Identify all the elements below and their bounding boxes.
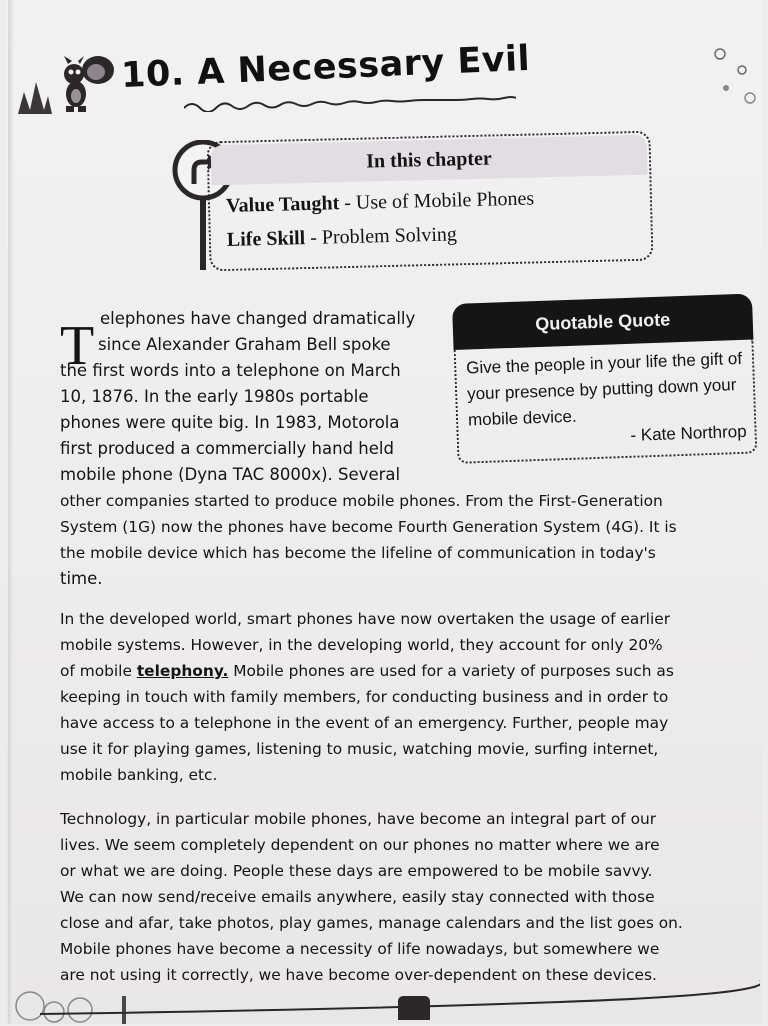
page-binding-edge bbox=[8, 0, 14, 1024]
chapter-number: 10. bbox=[120, 53, 186, 96]
value-taught-label: Value Taught bbox=[225, 192, 340, 217]
paragraph-line: mobile banking, etc. bbox=[60, 766, 218, 784]
text-segment: of mobile bbox=[60, 662, 137, 680]
quote-line: mobile device. bbox=[467, 406, 577, 430]
paragraph-1-wrap-lines bbox=[100, 306, 415, 358]
life-skill-text: - Problem Solving bbox=[309, 223, 458, 249]
glossary-word: telephony. bbox=[136, 662, 229, 680]
value-taught-text: - Use of Mobile Phones bbox=[343, 187, 535, 215]
paragraph-line: the first words into a telephone on March bbox=[60, 361, 401, 380]
paragraph-line: the mobile device which has become the lifeline of communication in today's bbox=[60, 544, 656, 562]
paragraph-line: use it for playing games, listening to music, watching movie, surfing internet, bbox=[60, 740, 659, 758]
paragraph-line: first produced a commercially hand held bbox=[60, 439, 394, 458]
page-number-tab bbox=[398, 996, 430, 1020]
chapter-title-text: A Necessary Evil bbox=[196, 38, 531, 93]
quote-line: Give the people in your life the gift of bbox=[465, 348, 743, 378]
chapter-info-box bbox=[206, 131, 653, 272]
paragraph-line: 10, 1876. In the early 1980s portable bbox=[60, 387, 369, 406]
quote-line: your presence by putting down your bbox=[466, 375, 737, 404]
paragraph-line: since Alexander Graham Bell spoke bbox=[98, 335, 391, 354]
paragraph-line: close and afar, take photos, play games, manage calendars and the list goes on. bbox=[60, 914, 683, 932]
paragraph-line: mobile phone (Dyna TAC 8000x). Several bbox=[60, 465, 401, 484]
paragraph-line: elephones have changed dramatically bbox=[100, 309, 416, 328]
text-segment: Mobile phones are used for a variety of purposes such as bbox=[228, 662, 674, 680]
title-wavy-underline bbox=[184, 96, 516, 112]
paragraph-line: Mobile phones have become a necessity of life nowadays, but somewhere we bbox=[60, 940, 660, 958]
squirrel-mascot-icon bbox=[18, 52, 118, 116]
paragraph-line: time. bbox=[60, 569, 103, 588]
paragraph-line: mobile systems. However, in the developing world, they account for only 20% bbox=[60, 636, 663, 654]
paragraph-line: System (1G) now the phones have become Fourth Generation System (4G). It is bbox=[60, 518, 677, 536]
paragraph-line bbox=[60, 658, 674, 684]
paragraph-line: We can now send/receive emails anywhere, easily stay connected with those bbox=[60, 888, 655, 906]
quote-heading: Quotable Quote bbox=[452, 294, 753, 350]
paragraph-3 bbox=[60, 806, 683, 988]
paragraph-line: or what we are doing. People these days are empowered to be mobile savvy. bbox=[60, 862, 653, 880]
paragraph-line: have access to a telephone in the event of an emergency. Further, people may bbox=[60, 714, 669, 732]
quote-author: - Kate Northrop bbox=[630, 421, 747, 445]
value-taught-line bbox=[226, 187, 535, 218]
paragraph-2 bbox=[60, 606, 674, 788]
paragraph-line: are not using it correctly, we have become over-dependent on these devices. bbox=[60, 966, 657, 984]
paragraph-line: other companies started to produce mobile phones. From the First-Generation bbox=[60, 492, 663, 510]
life-skill-line bbox=[227, 223, 458, 252]
paragraph-line: In the developed world, smart phones have now overtaken the usage of earlier bbox=[60, 610, 671, 628]
paragraph-line: phones were quite big. In 1983, Motorola bbox=[60, 413, 400, 432]
paragraph-line: Technology, in particular mobile phones, have become an integral part of our bbox=[60, 810, 657, 828]
paragraph-line: keeping in touch with family members, for conducting business and in order to bbox=[60, 688, 669, 706]
paragraph-line: lives. We seem completely dependent on our phones no matter where we are bbox=[60, 836, 660, 854]
drop-cap: T bbox=[60, 315, 95, 377]
paragraph-1 bbox=[60, 358, 677, 592]
flower-decoration-icon bbox=[702, 40, 762, 110]
chapter-box-heading: In this chapter bbox=[211, 135, 648, 186]
life-skill-label: Life Skill bbox=[226, 227, 306, 251]
